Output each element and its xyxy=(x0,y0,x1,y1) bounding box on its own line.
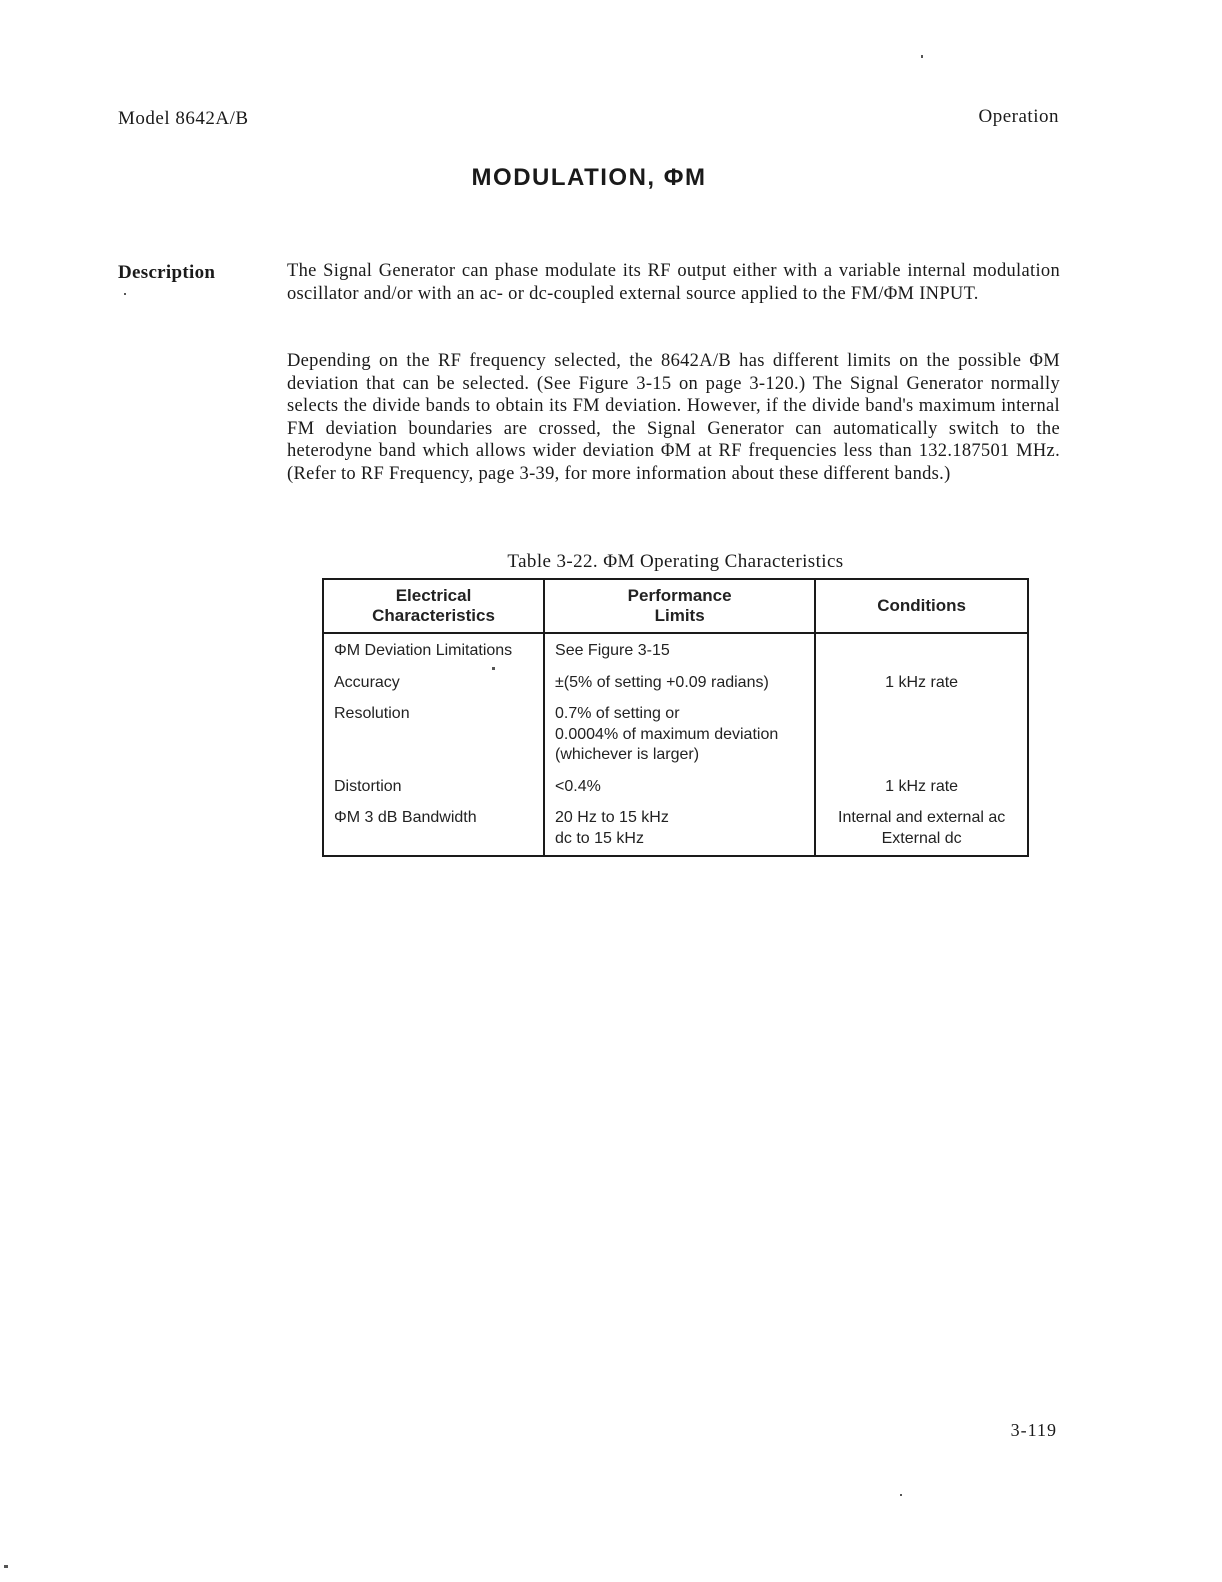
header-model: Model 8642A/B xyxy=(118,108,249,129)
table-row xyxy=(323,766,1028,798)
table-row xyxy=(323,797,1028,856)
cell-limits xyxy=(544,693,815,766)
cell-conditions xyxy=(815,766,1028,798)
header-section: Operation xyxy=(978,106,1059,127)
cell-characteristic: Distortion xyxy=(323,766,544,798)
header-line: Electrical xyxy=(395,586,472,605)
header-performance-limits xyxy=(544,579,815,633)
header-electrical-characteristics xyxy=(323,579,544,633)
scan-speck xyxy=(492,667,495,670)
cell-characteristic: Resolution xyxy=(323,693,544,766)
cell-conditions xyxy=(815,662,1028,694)
scan-speck xyxy=(4,1565,8,1568)
condition-line: Internal and external ac xyxy=(838,809,1006,826)
cell-conditions xyxy=(815,633,1028,662)
table-row xyxy=(323,693,1028,766)
description-paragraph-1: The Signal Generator can phase modulate its RF output either with a variable internal modulation oscillator and/or with an ac- or dc-coupled external source applied to the FM/ΦM INPUT. xyxy=(287,261,1060,304)
limit-line: ±(5% of setting +0.09 radians) xyxy=(555,673,769,691)
operating-characteristics-table xyxy=(322,578,1029,857)
condition-line: 1 kHz rate xyxy=(885,777,959,795)
page-title: MODULATION, ΦM xyxy=(471,164,707,191)
header-line: Conditions xyxy=(877,596,966,615)
scan-speck xyxy=(921,55,923,58)
cell-characteristic: Accuracy xyxy=(323,662,544,694)
header-line: Performance xyxy=(627,586,732,605)
limit-line: dc to 15 kHz xyxy=(555,829,644,847)
table-header-row xyxy=(323,579,1028,633)
cell-limits xyxy=(544,633,815,662)
cell-conditions xyxy=(815,797,1028,856)
header-conditions xyxy=(815,579,1028,633)
cell-limits xyxy=(544,797,815,856)
table-caption: Table 3-22. ΦM Operating Characteristics xyxy=(507,551,844,572)
header-line: Characteristics xyxy=(372,606,495,625)
cell-limits xyxy=(544,766,815,798)
description-label: Description xyxy=(118,262,216,283)
table-row xyxy=(323,633,1028,662)
scan-speck xyxy=(900,1494,902,1496)
scan-speck xyxy=(124,293,126,295)
condition-line: 1 kHz rate xyxy=(885,673,959,691)
description-paragraph-2: Depending on the RF frequency selected, the 8642A/B has different limits on the possible ΦM deviation that can be selected. (See Figure 3-15 on page 3-120.) The Signal Generator normally selects the divide bands to obtain its FM deviation. However, if the divide band's maximum internal FM deviation boundaries are crossed, the Signal Generator can automatically switch to the heterodyne band which allows wider deviation ΦM at RF frequencies less than 132.187501 MHz. (Refer to RF Frequency, page 3-39, for more information about these different bands.) xyxy=(287,351,1060,484)
limit-line: See Figure 3-15 xyxy=(555,642,670,659)
limit-line: <0.4% xyxy=(555,777,601,795)
limit-line: 0.0004% of maximum deviation xyxy=(555,725,779,743)
table-row xyxy=(323,662,1028,694)
limit-line: 0.7% of setting or xyxy=(555,705,680,722)
cell-characteristic: ΦM 3 dB Bandwidth xyxy=(323,797,544,856)
cell-conditions xyxy=(815,693,1028,766)
cell-limits xyxy=(544,662,815,694)
condition-line: External dc xyxy=(881,829,962,847)
limit-line: (whichever is larger) xyxy=(555,746,700,763)
header-line: Limits xyxy=(654,606,705,625)
page-number: 3-119 xyxy=(1010,1420,1057,1440)
cell-characteristic: ΦM Deviation Limitations xyxy=(323,633,544,662)
limit-line: 20 Hz to 15 kHz xyxy=(555,809,669,826)
